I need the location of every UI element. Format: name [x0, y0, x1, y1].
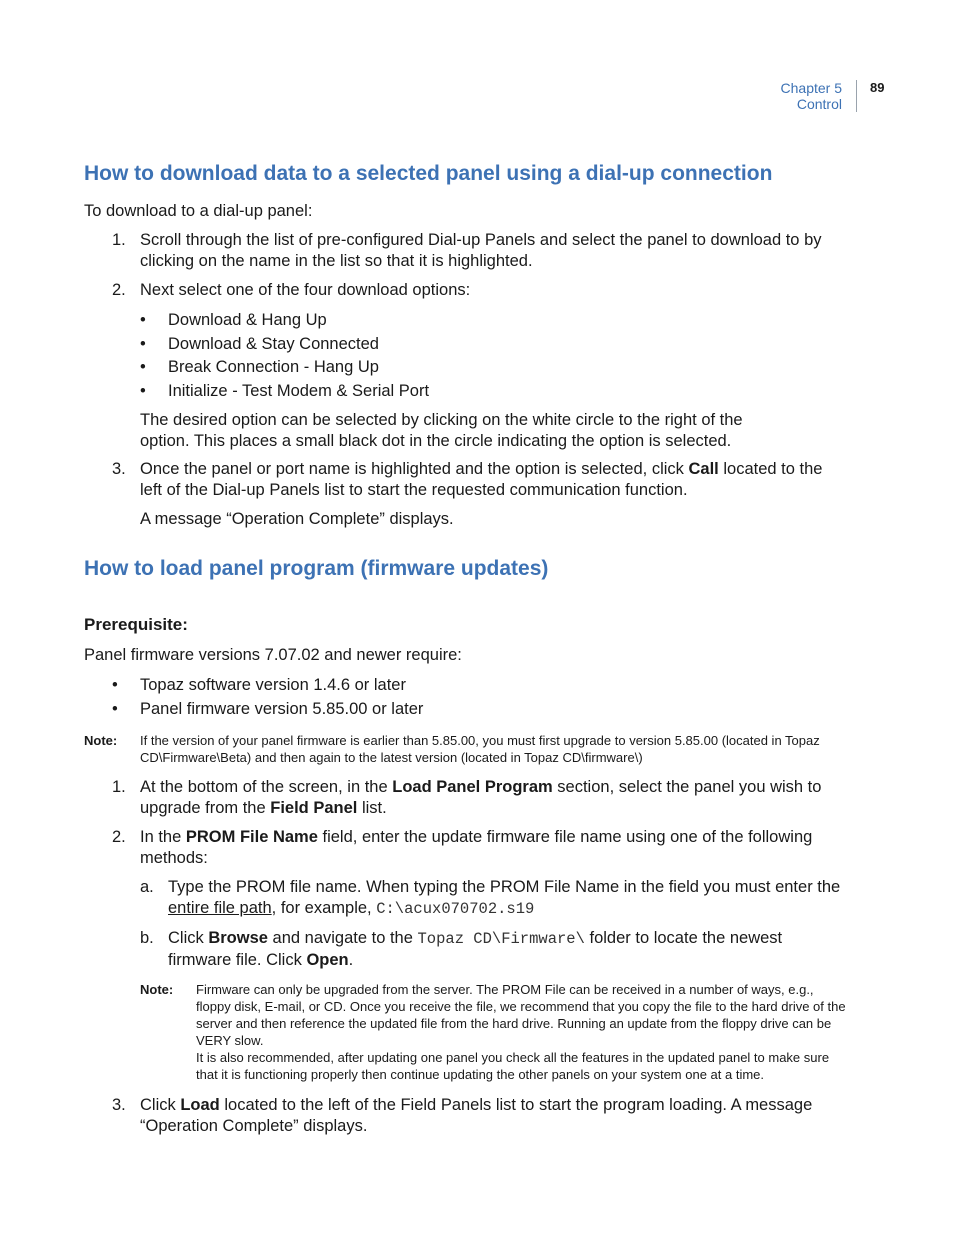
step-number: 2.	[112, 281, 126, 299]
file-path-code: C:\acux070702.s19	[376, 900, 535, 918]
running-header	[781, 80, 842, 112]
option-label: Initialize - Test Modem & Serial Port	[168, 381, 430, 400]
step-text: At the bottom of the screen, in the Load Panel Program section, select the panel you wish to upgrade from the Field Panel list.	[140, 778, 822, 817]
substep-label: b.	[140, 929, 154, 947]
header-divider	[856, 80, 857, 112]
step-number: 2.	[112, 828, 126, 846]
step-number: 3.	[112, 460, 126, 478]
options-explanation: The desired option can be selected by clicking on the white circle to the right of the option. This places a small black dot in the circle indicating the option is selected.	[140, 411, 743, 450]
chapter-label: Chapter 5	[780, 80, 842, 96]
bullet: •	[140, 358, 146, 376]
bullet: •	[112, 699, 118, 718]
result-message: A message “Operation Complete” displays.	[140, 510, 454, 528]
bullet: •	[140, 334, 146, 353]
option-label: Download & Stay Connected	[168, 334, 379, 353]
prerequisite-heading: Prerequisite:	[84, 615, 188, 634]
emphasis-underline: entire file path	[168, 899, 272, 917]
note-label: Note:	[140, 982, 174, 997]
option-label: Download & Hang Up	[168, 311, 327, 329]
intro-text: To download to a dial-up panel:	[84, 202, 313, 220]
folder-path-code: Topaz CD\Firmware\	[417, 930, 585, 948]
step-text: Once the panel or port name is highlighted and the option is selected, click Call located to the left of the Dial-up Panels list to start the requested communication function.	[140, 460, 823, 499]
note-text: If the version of your panel firmware is earlier than 5.85.00, you must first upgrade to version 5.85.00 (located in Topaz CD\Firmware\Beta) and then again to the latest version (located in Topaz CD\firmware\)	[140, 733, 820, 765]
option-label: Break Connection - Hang Up	[168, 358, 379, 376]
step-text: Scroll through the list of pre-configured Dial-up Panels and select the panel to download to by clicking on the name in the list so that it is highlighted.	[140, 231, 822, 270]
note-label: Note:	[84, 733, 118, 748]
prereq-intro: Panel firmware versions 7.07.02 and newer require:	[84, 646, 462, 664]
substep-text: Type the PROM file name. When typing the PROM File Name in the field you must enter the entire file path, for example, C:\acux070702.s19	[168, 878, 841, 918]
bullet: •	[140, 381, 146, 400]
step-number: 1.	[112, 231, 126, 249]
chapter-title: Control	[796, 96, 842, 112]
page-number: 89	[870, 80, 885, 95]
bullet: •	[112, 676, 118, 694]
step-text: Click Load located to the left of the Field Panels list to start the program loading. A message “Operation Complete” displays.	[140, 1096, 813, 1135]
section-heading-firmware: How to load panel program (firmware updates)	[84, 557, 549, 580]
note-text: Firmware can only be upgraded from the server. The PROM File can be received in a number of ways, e.g., floppy disk, E-mail, or CD. Once you receive the file, we recommend that you copy the file to the hard drive of the server and then reference the updated file from the hard drive. Running an update from the floppy drive can be VERY slow. It is also recommended, after updating one panel you check all the features in the updated panel to make sure that it is functioning properly then continue updating the other panels on your system one at a time.	[196, 982, 846, 1082]
bullet: •	[140, 311, 146, 329]
step-number: 3.	[112, 1096, 126, 1114]
call-term: Call	[688, 460, 719, 478]
section-heading-dialup: How to download data to a selected panel using a dial-up connection	[84, 162, 773, 185]
substep-label: a.	[140, 878, 154, 896]
step-text: In the PROM File Name field, enter the update firmware file name using one of the following methods:	[140, 828, 813, 867]
step-text: Next select one of the four download options:	[140, 281, 471, 299]
step-number: 1.	[112, 778, 126, 796]
substep-text: Click Browse and navigate to the Topaz CD\Firmware\ folder to locate the newest firmware file. Click Open.	[168, 929, 783, 969]
